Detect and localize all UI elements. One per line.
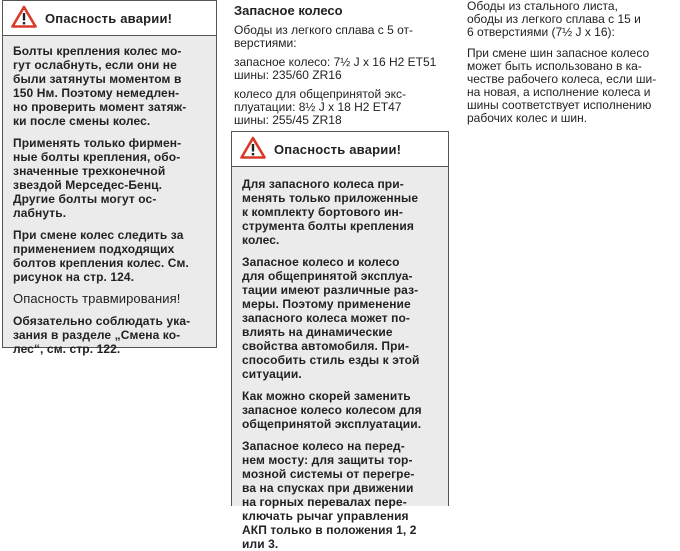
warning-text: Обязательно соблюдать ука- зания в разделе „Смена ко- лес“, см. стр. 122. (13, 314, 191, 356)
regular-wheel-spec: колесо для общепринятой экс- плуатации: 8½ J x 18 H2 ET47 шины: 255/45 ZR18 (234, 87, 406, 127)
warning-triangle-icon (11, 5, 37, 31)
body-text: Ободы из стального листа, ободы из легкого сплава с 15 и 6 отверстиями (7½ J x 16): (467, 0, 641, 39)
spare-wheel-spec: запасное колесо: 7½ J x 16 H2 ET51 шины: 235/60 ZR16 (234, 55, 437, 82)
spare-wheel-section (234, 0, 449, 133)
steel-rim-section (467, 0, 667, 133)
injury-warning-heading: Опасность травмирования! (13, 291, 181, 306)
body-text: Ободы из легкого сплава с 5 от- верстиями: (234, 23, 414, 50)
warning-text: Применять только фирмен- ные болты крепления, обо- значенные трехконечной звездой Мерседес-Бенц. Другие болты могут ос- лабнуть. (13, 136, 182, 220)
warning-box-spare-wheel (231, 131, 449, 551)
warning-title: Опасность аварии! (45, 10, 173, 26)
warning-text: Для запасного колеса при- менять только приложенные к комплекту бортового ин- струмента болты крепления колес. (242, 177, 419, 247)
section-heading: Запасное колесо (234, 3, 343, 18)
warning-text: Запасное колесо на перед- нем мосту: для защиты тор- мозной системы от перегре- ва на спусках при движении на горных перевалах пере- ключать рычаг управления АКП только в положения 1, 2 или 3. (242, 439, 417, 551)
warning-text: Болты крепления колес мо- гут ослабнуть, если они не были затянуты моментом в 150 Нм. Поэтому немедлен- но проверить момент затяж- ки после смены колес. (13, 44, 187, 128)
warning-header (3, 1, 216, 36)
body-text: При смене шин запасное колесо может быть использовано в ка- честве рабочего колеса, если ши- на новая, а исполнение колеса и шины соответствует исполнению рабочих колес и шин. (467, 46, 657, 125)
warning-header (232, 132, 448, 167)
warning-box-accident-bolts (2, 0, 217, 356)
warning-text: Как можно скорей заменить запасное колесо колесом для общепринятой эксплуатации. (242, 389, 422, 431)
warning-title: Опасность аварии! (274, 141, 402, 157)
warning-triangle-icon (240, 136, 266, 162)
warning-text: При смене колес следить за применением подходящих болтов крепления колес. См. рисунок на стр. 124. (13, 228, 189, 284)
warning-text: Запасное колесо и колесо для общепринятой эксплуа- тации имеют различные раз- меры. Поэтому применение запасного колеса может по- влиять на динамические свойства автомобиля. При- способить стиль езды к этой ситуации. (242, 255, 420, 381)
